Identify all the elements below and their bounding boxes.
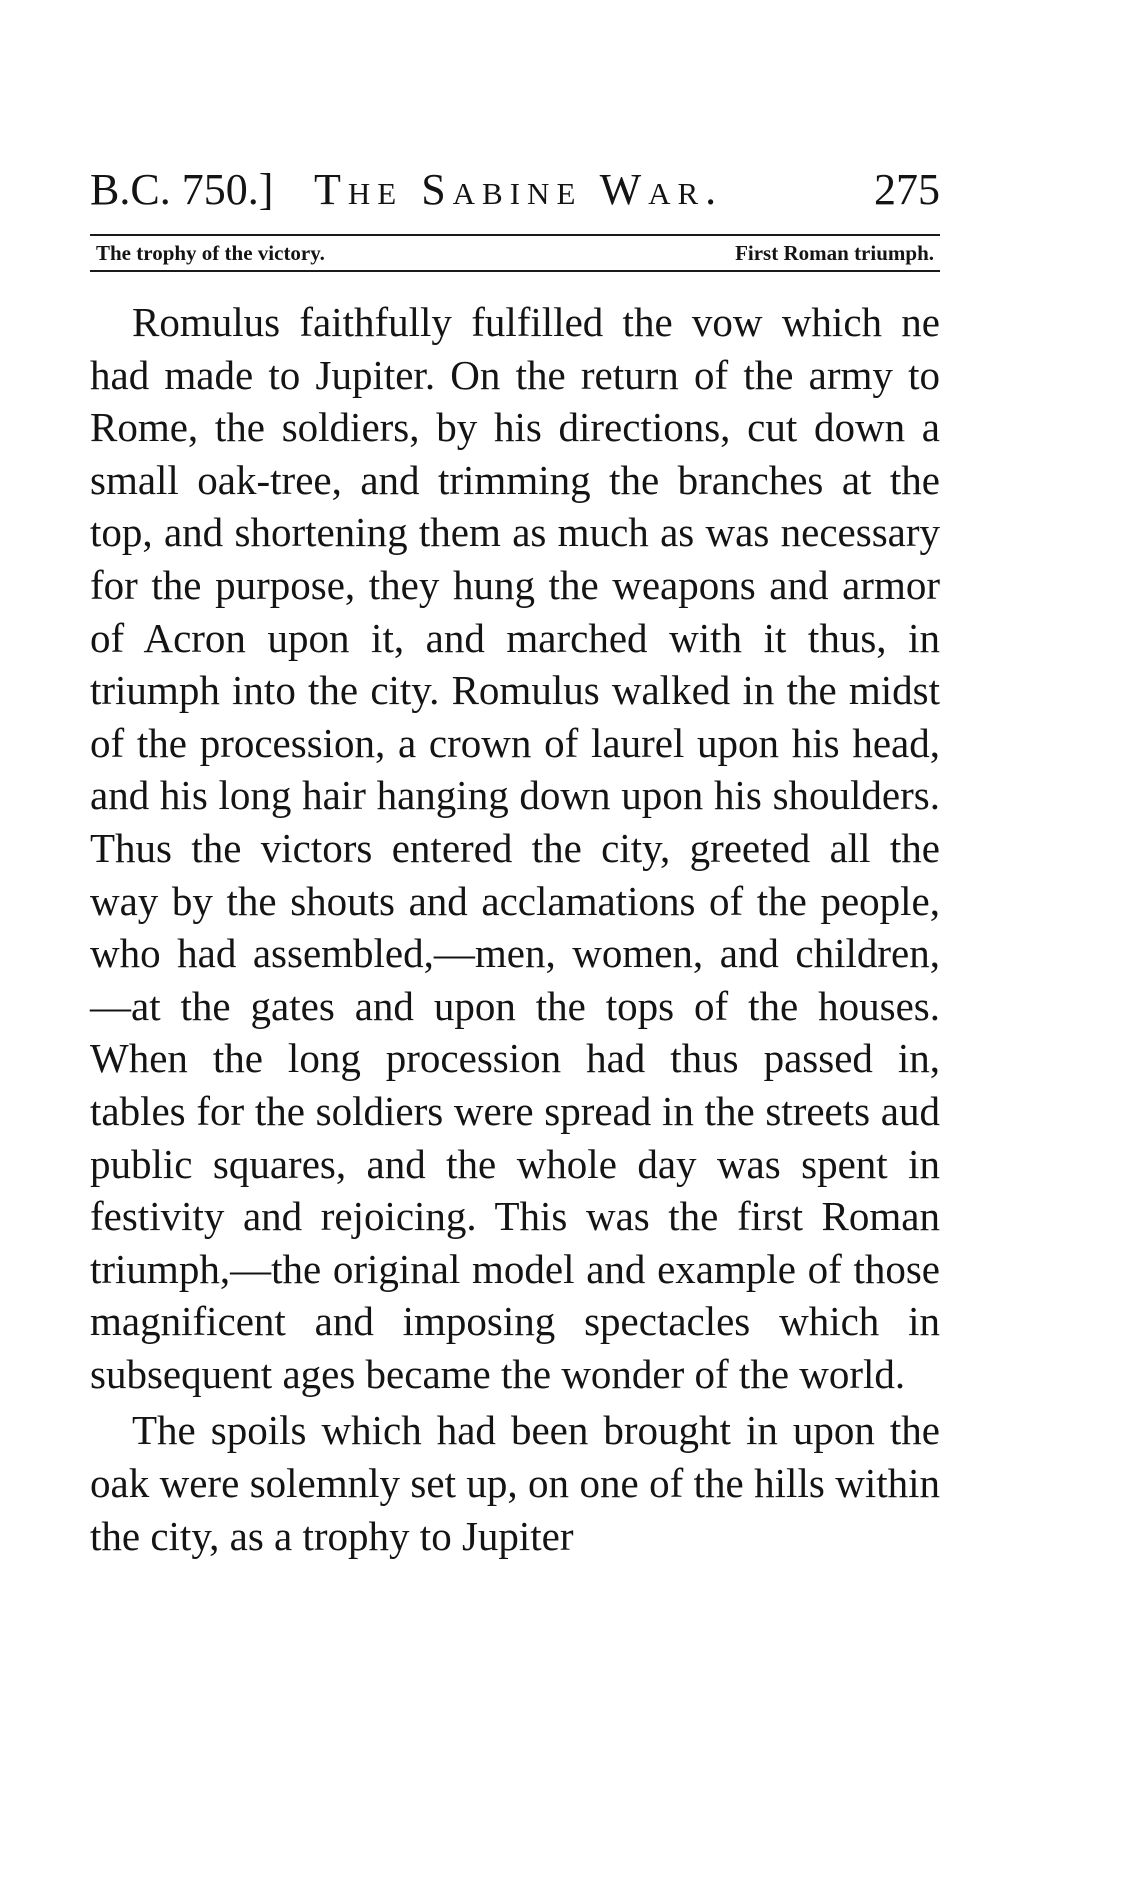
subheading-left: The trophy of the victory.	[96, 241, 325, 265]
running-head	[90, 160, 940, 220]
book-page	[90, 160, 940, 1562]
header-date: B.C. 750.]	[90, 165, 274, 214]
page-number: 275	[874, 165, 940, 214]
paragraph: Romulus faithfully fulfilled the vow which ne had made to Jupiter. On the return of the army to Rome, the soldiers, by his directions, cut down a small oak-tree, and trimming the branches at the top, and shortening them as much as was necessary for the purpose, they hung the weapons and armor of Acron upon it, and marched with it thus, in triumph into the city. Romulus walked in the midst of the procession, a crown of laurel upon his head, and his long hair hanging down upon his shoulders. Thus the victors entered the city, greeted all the way by the shouts and acclamations of the people, who had assembled,—men, women, and children,—at the gates and upon the tops of the houses. When the long procession had thus passed in, tables for the soldiers were spread in the streets aud public squares, and the whole day was spent in festivity and rejoicing. This was the first Roman triumph,—the original model and example of those magnificent and imposing spectacles which in subsequent ages became the wonder of the world.	[90, 299, 940, 1397]
subheadings	[90, 236, 940, 270]
chapter-title: The Sabine War.	[314, 165, 724, 214]
paragraph: The spoils which had been brought in upon the oak were solemnly set up, on one of the hills within the city, as a trophy to Jupiter	[90, 1407, 940, 1559]
header-rule-bottom	[90, 270, 940, 272]
body-text	[90, 296, 940, 1562]
subheading-right: First Roman triumph.	[735, 241, 934, 265]
